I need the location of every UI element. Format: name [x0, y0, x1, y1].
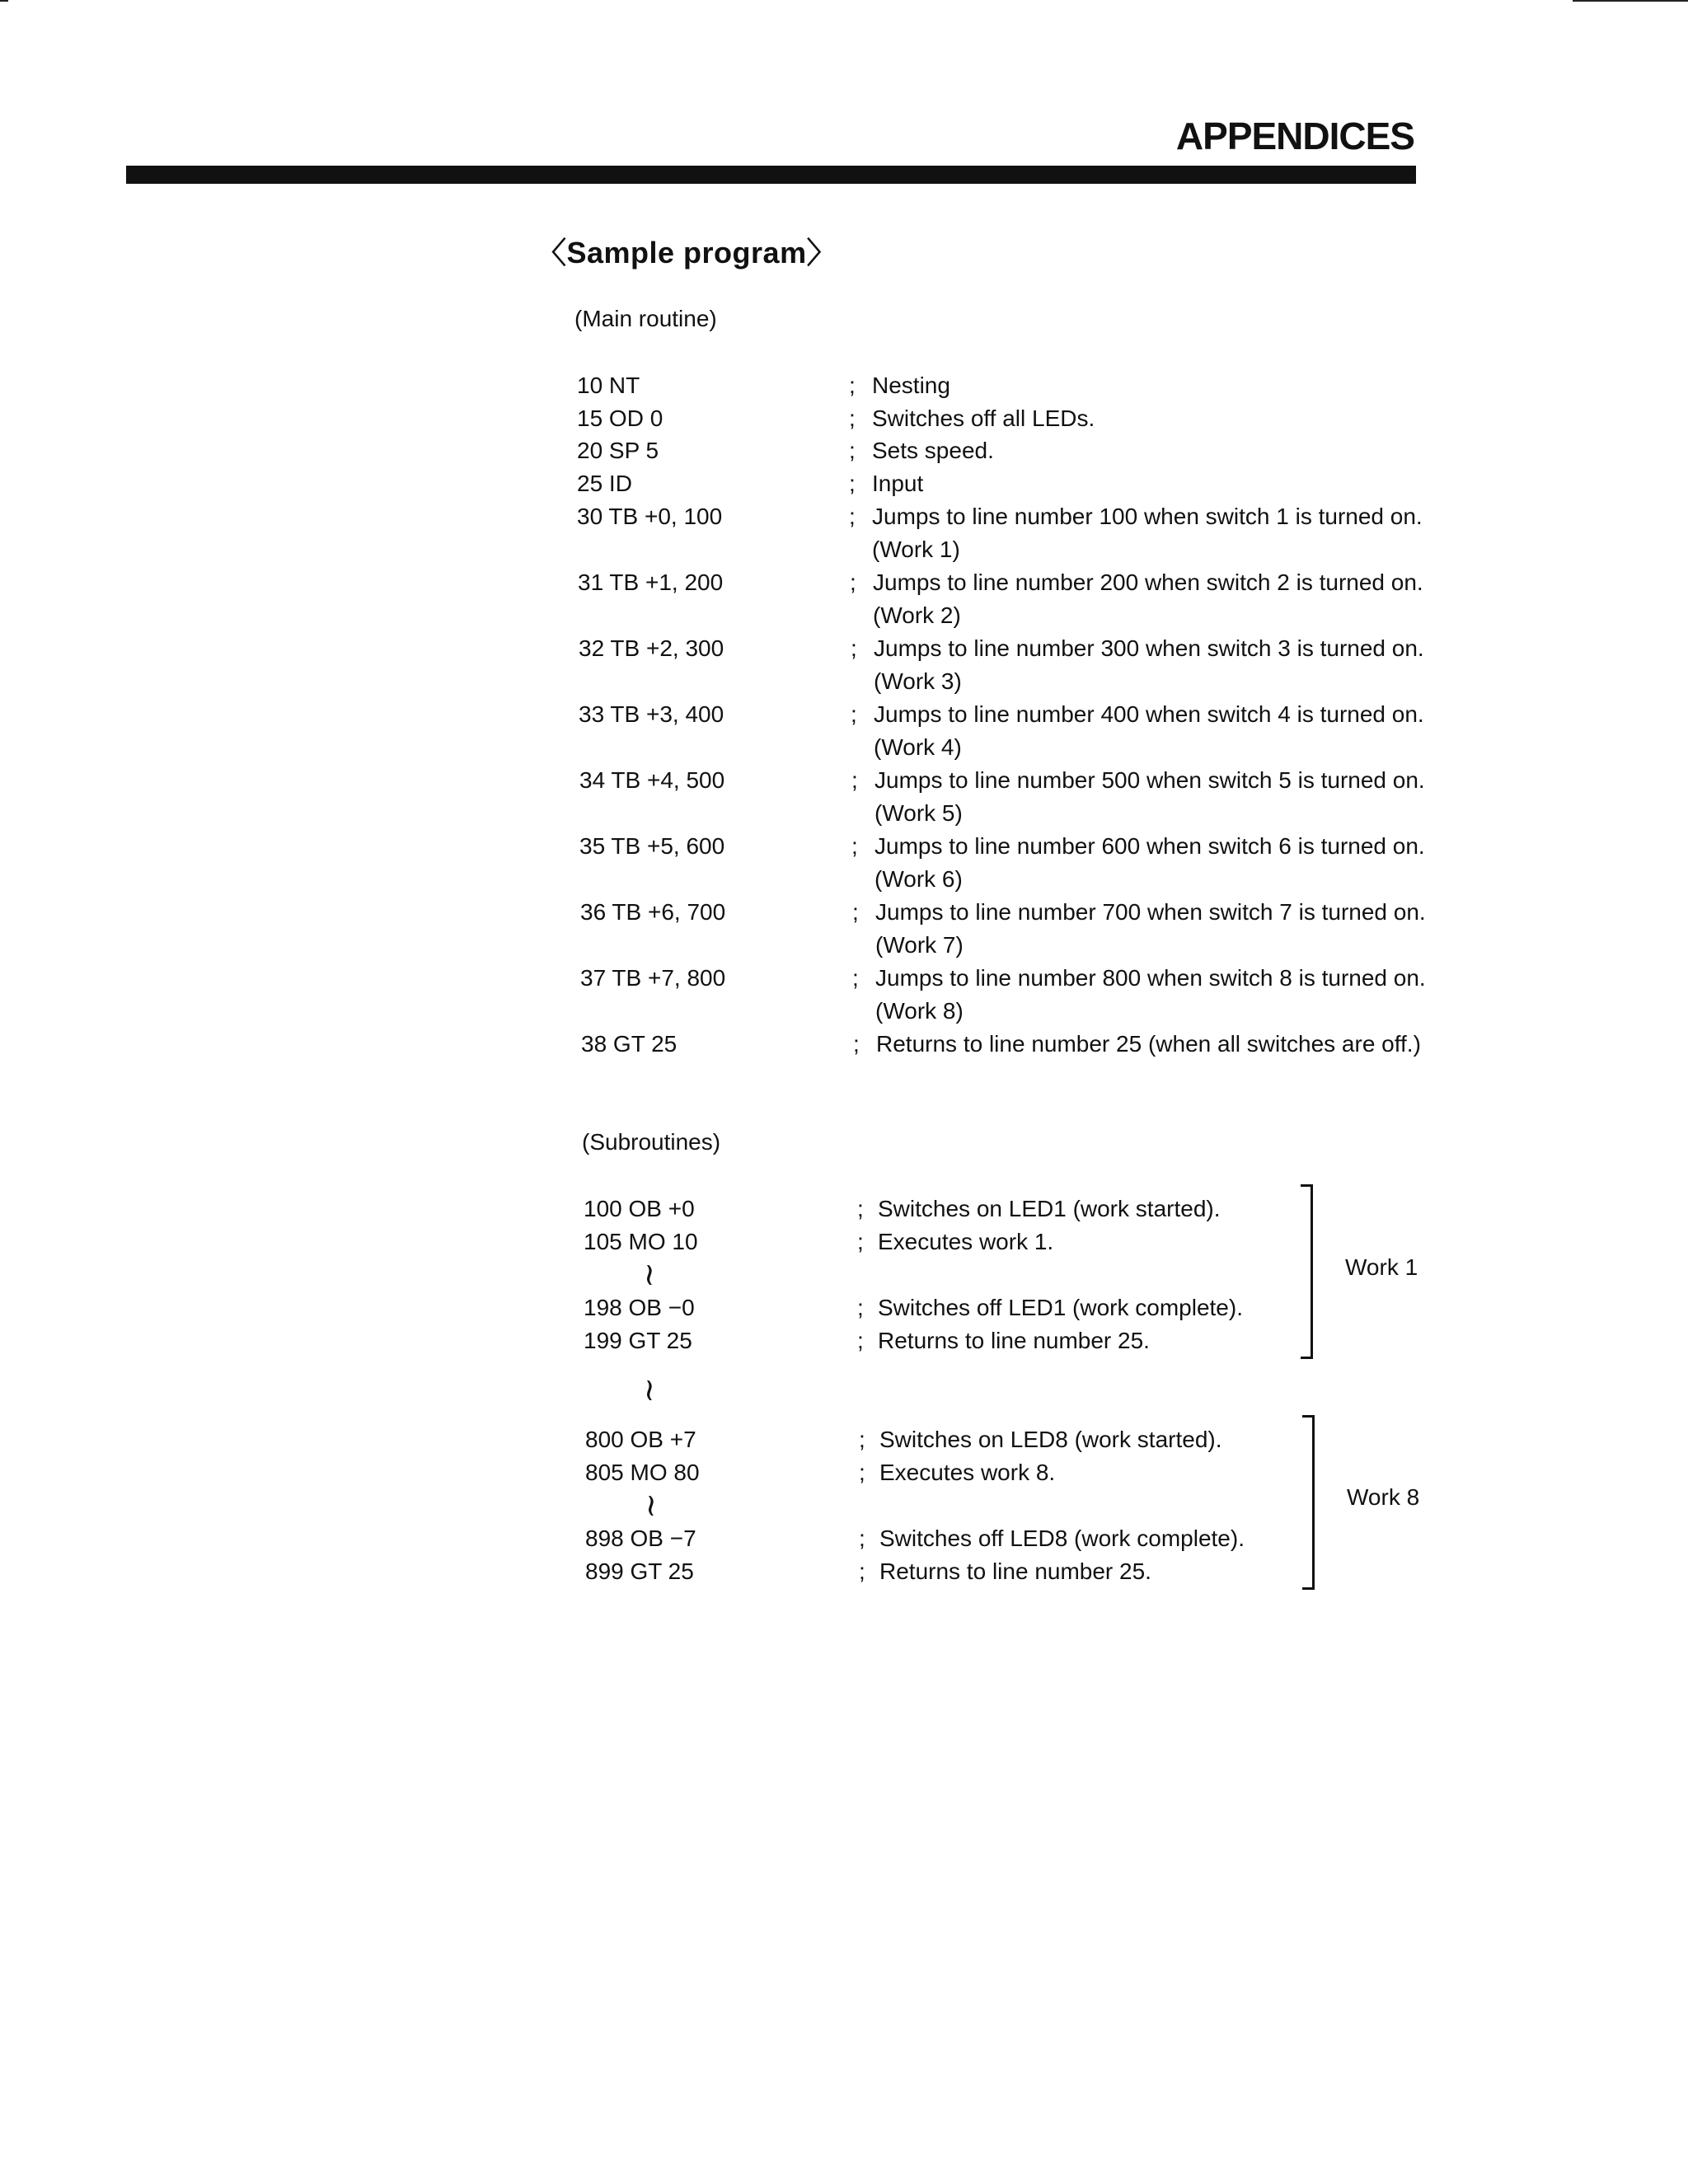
- line-code: 30 TB +0, 100: [577, 504, 723, 529]
- line-comment: Switches on LED1 (work started).: [878, 1196, 1221, 1221]
- line-comment: Jumps to line number 500 when switch 5 is turned on. (Work 5): [874, 767, 1425, 826]
- comment-separator: ;: [851, 767, 858, 793]
- comment-separator: ;: [859, 1558, 865, 1584]
- line-code: 36 TB +6, 700: [580, 899, 726, 925]
- line-code: 35 TB +5, 600: [579, 833, 725, 859]
- line-comment: Returns to line number 25 (when all switches are off.): [876, 1031, 1421, 1057]
- comment-separator: ;: [849, 373, 856, 398]
- main-routine-label: (Main routine): [574, 306, 717, 331]
- line-code: 37 TB +7, 800: [580, 965, 726, 991]
- page-header-title: APPENDICES: [1175, 115, 1414, 157]
- line-comment: Jumps to line number 100 when switch 1 is turned on. (Work 1): [872, 504, 1423, 562]
- line-comment: Executes work 1.: [878, 1229, 1054, 1254]
- line-comment: Jumps to line number 200 when switch 2 is turned on. (Work 2): [873, 569, 1423, 628]
- line-comment: Sets speed.: [872, 438, 994, 463]
- ellipsis-wave: ~: [633, 1493, 670, 1519]
- line-code: 198 OB −0: [584, 1295, 695, 1320]
- line-code: 10 NT: [577, 373, 640, 398]
- work1-bracket: [1301, 1184, 1313, 1359]
- line-comment: Switches off LED1 (work complete).: [878, 1295, 1243, 1320]
- line-comment: Jumps to line number 800 when switch 8 is turned on. (Work 8): [875, 965, 1426, 1024]
- header-rule: [126, 166, 1416, 184]
- line-code: 805 MO 80: [585, 1460, 700, 1485]
- comment-separator: ;: [849, 504, 856, 529]
- ellipsis-wave: ~: [631, 1377, 668, 1404]
- comment-separator: ;: [851, 701, 857, 727]
- line-code: 34 TB +4, 500: [579, 767, 725, 793]
- comment-separator: ;: [849, 405, 856, 431]
- comment-separator: ;: [857, 1196, 864, 1221]
- comment-separator: ;: [851, 833, 858, 859]
- line-code: 199 GT 25: [584, 1328, 692, 1353]
- line-code: 38 GT 25: [581, 1031, 678, 1057]
- work1-label: Work 1: [1345, 1254, 1418, 1280]
- line-code: 33 TB +3, 400: [579, 701, 724, 727]
- line-comment: Switches on LED8 (work started).: [879, 1427, 1222, 1452]
- section-title: 〈Sample program〉: [537, 236, 837, 269]
- line-code: 898 OB −7: [585, 1526, 696, 1551]
- line-comment: Jumps to line number 300 when switch 3 is turned on. (Work 3): [874, 635, 1424, 694]
- comment-separator: ;: [850, 569, 856, 595]
- comment-separator: ;: [849, 471, 856, 496]
- subroutines-label: (Subroutines): [582, 1129, 721, 1155]
- line-code: 25 ID: [577, 471, 632, 496]
- line-code: 105 MO 10: [584, 1229, 698, 1254]
- comment-separator: ;: [852, 899, 859, 925]
- work8-bracket: [1302, 1415, 1315, 1590]
- line-code: 15 OD 0: [577, 405, 663, 431]
- line-comment: Jumps to line number 600 when switch 6 is turned on. (Work 6): [874, 833, 1425, 892]
- corner-line-left: [0, 0, 8, 2]
- line-comment: Returns to line number 25.: [878, 1328, 1150, 1353]
- line-comment: Input: [872, 471, 924, 496]
- corner-line-right: [1573, 0, 1688, 2]
- line-comment: Jumps to line number 700 when switch 7 is turned on. (Work 7): [875, 899, 1426, 958]
- comment-separator: ;: [857, 1328, 864, 1353]
- line-comment: Nesting: [872, 373, 950, 398]
- line-code: 31 TB +1, 200: [578, 569, 724, 595]
- line-code: 100 OB +0: [584, 1196, 695, 1221]
- line-comment: Jumps to line number 400 when switch 4 is turned on. (Work 4): [874, 701, 1424, 760]
- line-code: 800 OB +7: [585, 1427, 696, 1452]
- line-comment: Executes work 8.: [879, 1460, 1056, 1485]
- comment-separator: ;: [853, 1031, 860, 1057]
- comment-separator: ;: [857, 1295, 864, 1320]
- line-comment: Returns to line number 25.: [879, 1558, 1151, 1584]
- comment-separator: ;: [859, 1427, 865, 1452]
- line-code: 32 TB +2, 300: [579, 635, 724, 661]
- line-comment: Switches off all LEDs.: [872, 405, 1095, 431]
- comment-separator: ;: [859, 1526, 865, 1551]
- line-code: 899 GT 25: [585, 1558, 694, 1584]
- line-comment: Switches off LED8 (work complete).: [879, 1526, 1245, 1551]
- comment-separator: ;: [857, 1229, 864, 1254]
- line-code: 20 SP 5: [577, 438, 659, 463]
- work8-label: Work 8: [1347, 1484, 1420, 1510]
- comment-separator: ;: [852, 965, 859, 991]
- comment-separator: ;: [859, 1460, 865, 1485]
- comment-separator: ;: [851, 635, 857, 661]
- ellipsis-wave: ~: [631, 1262, 668, 1288]
- comment-separator: ;: [849, 438, 856, 463]
